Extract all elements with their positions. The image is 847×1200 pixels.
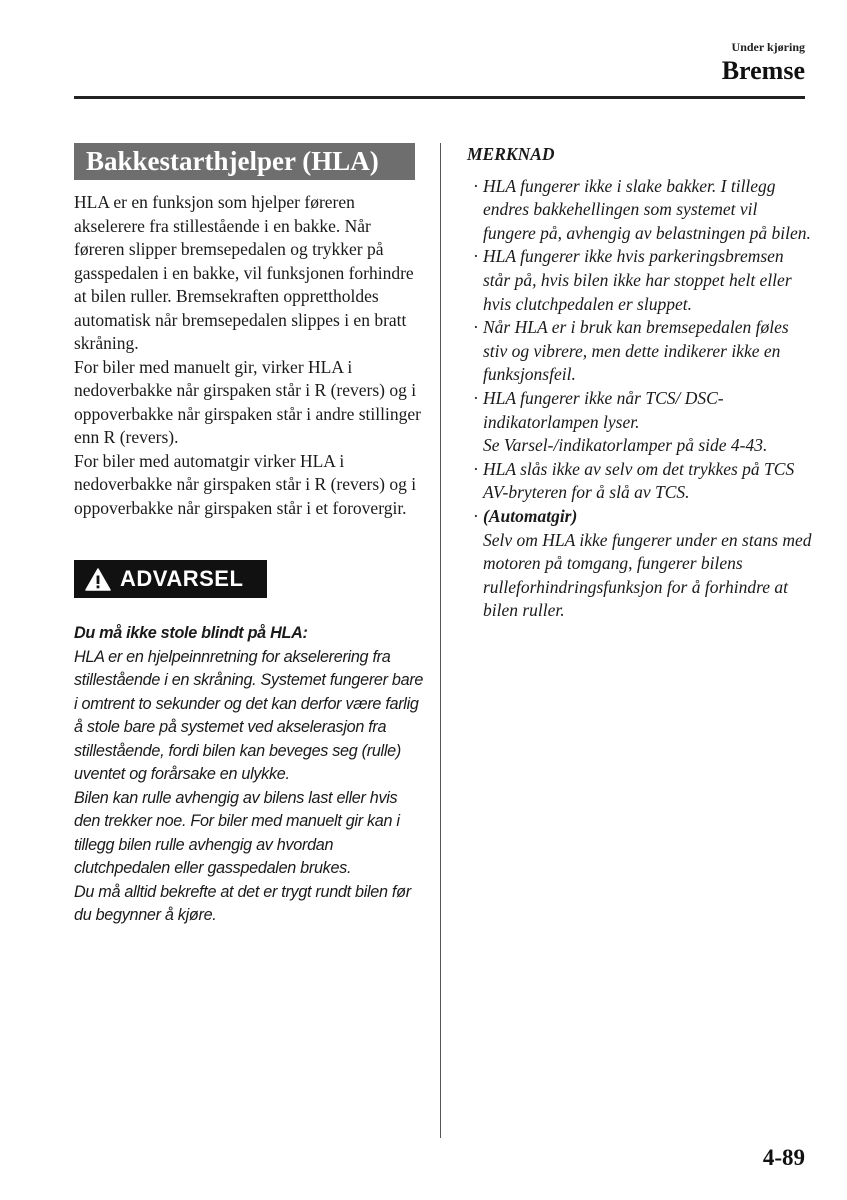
bullet-icon: · xyxy=(473,458,479,479)
main-paragraph: HLA er en funksjon som hjelper føreren akselerere fra stillestående i en bakke. Når føreren slipper bremsepedalen og trykker på gasspedalen i en bakke, vil funksjonen forhindre at bilen ruller. Bremsekraften opprettholdes automatisk når bremsepedalen slippes i en bratt skråning. xyxy=(74,192,414,353)
note-box xyxy=(467,143,812,623)
header-rule xyxy=(74,96,805,99)
note-item xyxy=(467,316,812,387)
note-item-text: Når HLA er i bruk kan bremsepedalen føles stiv og vibrere, men dette indikerer ikke en funksjonsfeil. xyxy=(483,317,789,385)
warning-paragraph: Du må alltid bekrefte at det er trygt rundt bilen før du begynner å kjøre. xyxy=(74,882,411,924)
note-list xyxy=(467,175,812,623)
warning-body xyxy=(74,622,424,928)
note-item-text: Selv om HLA ikke fungerer under en stans med motoren på tomgang, fungerer bilens rulleforhindringsfunksjon for å forhindre at bilen ruller. xyxy=(483,529,812,621)
main-body xyxy=(74,191,424,520)
main-paragraph: For biler med automatgir virker HLA i nedoverbakke når girspaken står i R (revers) og i oppoverbakke når girspaken står i et forovergir. xyxy=(74,450,417,518)
column-divider xyxy=(440,143,441,1138)
note-item xyxy=(467,458,812,505)
note-item-reference: Se Varsel-/indikatorlamper på side 4-43. xyxy=(483,435,768,456)
note-item xyxy=(467,387,812,458)
note-item xyxy=(467,245,812,316)
bullet-icon: · xyxy=(473,317,479,338)
header-section-label: Under kjøring xyxy=(731,40,805,54)
note-item-text: HLA fungerer ikke når TCS/ DSC-indikatorlampen lyser. xyxy=(483,387,724,432)
warning-triangle-icon xyxy=(85,568,111,591)
note-item-text: HLA fungerer ikke i slake bakker. I tillegg endres bakkehellingen som systemet vil fungere på, avhengig av belastningen på bilen. xyxy=(483,175,811,243)
note-item-text: HLA fungerer ikke hvis parkeringsbremsen står på, hvis bilen ikke har stoppet helt eller hvis clutchpedalen er sluppet. xyxy=(483,246,792,314)
note-item xyxy=(467,505,812,623)
note-item xyxy=(467,175,812,246)
main-paragraph: For biler med manuelt gir, virker HLA i nedoverbakke når girspaken står i R (revers) og i oppoverbakke når girspaken står i andre stillinger enn R (revers). xyxy=(74,356,421,447)
bullet-icon: · xyxy=(473,505,479,526)
warning-paragraph: HLA er en hjelpeinnretning for akselerering fra stillestående i en skråning. Systemet fungerer bare i omtrent to sekunder og det kan derfor være farlig å stole bare på systemet ved akselerasjon fra stillestående, fordi bilen kan beveges seg (rulle) uventet og forårsake en ulykke. xyxy=(74,647,424,783)
warning-title: Du må ikke stole blindt på HLA: xyxy=(74,624,308,642)
warning-label xyxy=(74,560,267,598)
note-item-lead: (Automatgir) xyxy=(483,505,578,526)
bullet-icon: · xyxy=(473,175,479,196)
bullet-icon: · xyxy=(473,387,479,408)
section-heading: Bakkestarthjelper (HLA) xyxy=(74,143,415,180)
note-title: MERKNAD xyxy=(467,144,555,164)
warning-label-text: ADVARSEL xyxy=(120,566,244,591)
bullet-icon: · xyxy=(473,246,479,267)
page-number: 4-89 xyxy=(762,1145,805,1170)
warning-paragraph: Bilen kan rulle avhengig av bilens last eller hvis den trekker noe. For biler med manuelt gir kan i tillegg bilen rulle avhengig av hvordan clutchpedalen eller gasspedalen brukes. xyxy=(74,788,400,877)
note-item-text: HLA slås ikke av selv om det trykkes på TCS AV-bryteren for å slå av TCS. xyxy=(483,458,795,503)
page-title: Bremse xyxy=(721,56,805,85)
